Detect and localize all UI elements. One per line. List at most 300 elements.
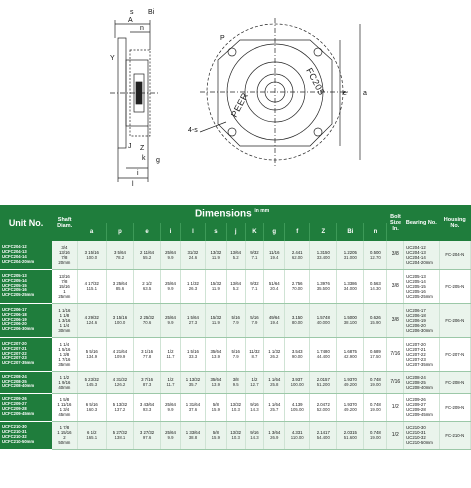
header-col-j: j (226, 223, 245, 241)
model-marking: FC205 (304, 66, 327, 97)
value-mm: 55.2 (142, 254, 152, 260)
value-mm: 12.7 (250, 382, 259, 387)
dimension-k (245, 421, 264, 449)
dimension-z (310, 269, 337, 303)
dimension-g (264, 303, 285, 337)
dimension-j (226, 337, 245, 371)
dimension-g (264, 337, 285, 371)
value-mm: 9.9 (167, 286, 174, 291)
dimension-k (245, 337, 264, 371)
value-inch: 3/8 (232, 377, 239, 382)
bearing-numbers (404, 241, 439, 269)
unit-number: UCFC208-24 (2, 373, 27, 379)
dimension-i (161, 241, 181, 269)
value-inch: 0.563 (370, 281, 381, 286)
value-mm: 35.7 (188, 382, 198, 387)
dimension-k (245, 269, 264, 303)
value-mm: 12.70 (370, 254, 381, 260)
value-mm: 100.00 (290, 382, 304, 387)
value-inch: 35/64 (210, 377, 222, 382)
value-inch: 0.689 (370, 349, 381, 354)
bearing-number: UC206-18 (406, 312, 426, 318)
value-mm: 9.9 (167, 320, 174, 325)
dimension-i (161, 393, 181, 421)
dimension-e (133, 269, 160, 303)
side-insert (136, 82, 142, 104)
dimension-s (205, 421, 226, 449)
value-mm: 10.3 (231, 435, 240, 440)
value-mm: 105.00 (290, 407, 304, 412)
table-row (0, 303, 471, 337)
technical-drawing (0, 0, 471, 200)
dimension-l (180, 269, 205, 303)
bearing-numbers (404, 337, 439, 371)
unit-number: UCFC205-25mm (2, 292, 35, 298)
value-mm: 11.9 (211, 286, 220, 291)
bolt-size: 3/8 (387, 303, 404, 337)
unit-numbers (0, 371, 52, 393)
header-col-p: p (106, 223, 133, 241)
header-bearing-no: Bearing No. (404, 205, 439, 241)
leader-4s (200, 122, 226, 132)
dimension-k (245, 241, 264, 269)
dimension-p (106, 421, 133, 449)
value-inch: 1.2205 (343, 249, 357, 255)
shaft-diameters: 3/4 13/16 7/8 20mm (52, 241, 77, 269)
value-mm: 51.200 (316, 382, 330, 387)
value-inch: 1 1/32 (268, 349, 281, 354)
value-mm: 62.00 (291, 254, 303, 260)
shaft-diameters: 1 1/16 1 1/8 1 3/16 1 1/4 30mm (52, 303, 77, 337)
dimension-z (310, 241, 337, 269)
value-mm: 52.000 (316, 407, 330, 412)
value-mm: 126.2 (114, 382, 126, 387)
value-mm: 109.9 (114, 354, 126, 359)
dimension-p (106, 337, 133, 371)
header-housing-no: Housing No. (439, 205, 470, 241)
value-inch: 2.0315 (343, 430, 357, 435)
dimension-l (180, 241, 205, 269)
value-mm: 9.9 (167, 435, 174, 440)
header-col-n: n (364, 223, 387, 241)
value-inch: 5/16 (250, 315, 259, 320)
header-shaft-diam: Shaft Diam. (52, 205, 77, 241)
value-inch: 13/64 (230, 281, 242, 286)
value-mm: 13.9 (211, 354, 221, 359)
bearing-number: UC206-20 (406, 322, 426, 328)
dimension-e (133, 421, 160, 449)
unit-number: UCFC209-28 (2, 406, 27, 411)
value-mm: 15.9 (211, 435, 221, 440)
header-dimensions (77, 205, 387, 223)
value-mm: 87.3 (142, 382, 152, 387)
value-mm: 77.8 (142, 354, 152, 359)
value-inch: 0.500 (370, 249, 381, 255)
bearing-number: UC208-25 (406, 379, 426, 385)
unit-number: UCFC205-14 (2, 277, 27, 283)
bearing-numbers (404, 421, 439, 449)
value-inch: 1.9370 (343, 402, 357, 407)
value-inch: 3 27/32 (139, 430, 155, 435)
value-mm: 15.90 (370, 320, 381, 325)
unit-number: UCFC205-16 (2, 287, 27, 293)
value-mm: 26.9 (270, 435, 279, 440)
value-inch: 3 5/64 (113, 249, 126, 255)
value-inch: 1/2 (167, 349, 174, 354)
unit-number: UCFC208-25 (2, 378, 27, 384)
value-mm: 5.2 (232, 254, 239, 260)
label-i: i (137, 170, 139, 177)
value-inch: 2.756 (291, 281, 303, 286)
value-inch: 1.6875 (343, 349, 357, 354)
value-inch: 0.748 (370, 402, 381, 407)
value-inch: 4 21/64 (112, 349, 128, 354)
dimension-l (180, 393, 205, 421)
bearing-number: UC209-26 (406, 397, 426, 402)
value-inch: 3 7/16 (141, 377, 154, 382)
value-inch: 5 23/32 (84, 377, 99, 382)
bearing-number: UC207-20 (406, 341, 426, 347)
value-mm: 7.1 (251, 286, 258, 291)
unit-number: UCFC206-19 (2, 316, 27, 322)
value-mm: 93.3 (142, 407, 152, 412)
dimension-j (226, 393, 245, 421)
value-inch: 11/16 (269, 249, 280, 255)
bearing-number: UC210-30 (406, 425, 426, 430)
value-inch: 3 15/16 (84, 249, 99, 255)
header-bolt-size: Bolt Size In. (387, 205, 404, 241)
dimension-e (133, 241, 160, 269)
value-mm: 33.3 (188, 354, 198, 359)
shaft-diameters: 1 1/4 1 5/16 1 3/8 1 7/16 35mm (52, 337, 77, 371)
value-inch: 1.3976 (316, 281, 330, 286)
value-mm: 20.4 (270, 286, 279, 291)
dimension-f (285, 371, 310, 393)
value-inch: 1 31/64 (185, 402, 201, 407)
dimension-g (264, 421, 285, 449)
dimension-bi (337, 241, 364, 269)
value-inch: 1 3/64 (268, 430, 281, 435)
dimension-k (245, 303, 264, 337)
value-mm: 14.3 (250, 435, 259, 440)
value-mm: 37.6 (188, 407, 198, 412)
value-mm: 110.00 (290, 435, 304, 440)
value-inch: 3.150 (291, 315, 303, 320)
dimension-s (205, 241, 226, 269)
dimension-e (133, 337, 160, 371)
unit-number: UCFC206-30mm (2, 326, 35, 332)
dimension-p (106, 269, 133, 303)
value-mm: 10.3 (231, 407, 240, 412)
value-mm: 7.9 (251, 320, 258, 325)
label-k: k (142, 155, 146, 162)
dimension-n (364, 241, 387, 269)
header-col-z: Z (310, 223, 337, 241)
value-inch: 1.3150 (316, 249, 330, 255)
value-mm: 49.200 (343, 382, 357, 387)
value-mm: 14.3 (250, 407, 259, 412)
dimension-z (310, 371, 337, 393)
dimension-a (77, 241, 106, 269)
unit-number: UCFC205-15 (2, 282, 27, 288)
dimension-s (205, 269, 226, 303)
table-row (0, 269, 471, 303)
label-n: n (140, 25, 144, 32)
bearing-number: UC205-13 (406, 273, 426, 279)
dimension-l (180, 337, 205, 371)
value-mm: 44.400 (316, 354, 330, 359)
bearing-number: UC204-12 (406, 244, 426, 250)
dimension-bi (337, 303, 364, 337)
bolt-size: 7/16 (387, 337, 404, 371)
unit-number: UCFC210-50mm (2, 438, 35, 444)
value-mm: 9.5 (232, 382, 239, 387)
bearing-number: UC205-16 (406, 288, 426, 294)
bearing-number: UC209-28 (406, 407, 426, 412)
value-mm: 138.1 (114, 435, 126, 440)
bearing-number: UC207-21 (406, 346, 426, 352)
unit-number: UCFC205-13 (2, 273, 27, 278)
header-unit-no: Unit No. (0, 205, 52, 241)
label-j: J (128, 143, 132, 150)
unit-numbers (0, 393, 52, 421)
value-mm: 19.00 (370, 407, 381, 412)
shaft-diameters: 1 1/2 1 9/16 40mm (52, 371, 77, 393)
housing-number: FC-207-N (439, 337, 470, 371)
value-inch: 1 33/64 (185, 430, 201, 435)
bearing-numbers (404, 269, 439, 303)
value-inch: 9/16 (250, 430, 259, 435)
header-col-e: e (133, 223, 160, 241)
unit-number: UCFC209-27 (2, 401, 27, 407)
value-mm: 78.2 (115, 254, 125, 260)
value-mm: 19.4 (270, 320, 279, 325)
dimension-s (205, 337, 226, 371)
dimension-j (226, 269, 245, 303)
value-mm: 31.000 (343, 254, 357, 260)
bearing-number: UC204-13 (406, 249, 426, 255)
unit-number: UCFC206-18 (2, 311, 27, 317)
value-inch: 3 25/64 (112, 281, 128, 286)
bolt-size: 3/8 (387, 241, 404, 269)
label-A: A (128, 17, 133, 24)
value-inch: 0.626 (370, 315, 381, 320)
dimension-p (106, 241, 133, 269)
value-mm: 85.6 (115, 286, 125, 291)
unit-numbers (0, 337, 52, 371)
value-inch: 25/64 (165, 249, 176, 255)
bearing-numbers (404, 393, 439, 421)
value-inch: 4 17/32 (84, 281, 99, 286)
bearing-number: UC206-17 (406, 307, 426, 313)
value-inch: 1/2 (167, 377, 174, 382)
dimension-s (205, 371, 226, 393)
value-inch: 6 1/2 (86, 430, 97, 435)
value-mm: 115.1 (86, 286, 97, 291)
value-inch: 25/64 (165, 402, 176, 407)
header-band-row (0, 205, 471, 223)
dimension-l (180, 371, 205, 393)
dimension-a (77, 371, 106, 393)
dimension-n (364, 303, 387, 337)
shaft-diameters: 13/16 7/8 15/16 1 25mm (52, 269, 77, 303)
dimension-z (310, 337, 337, 371)
value-inch: 1 1/32 (186, 281, 199, 286)
dimension-e (133, 371, 160, 393)
label-bi: Bi (148, 9, 155, 16)
value-inch: 51/64 (268, 281, 280, 286)
dimension-bi (337, 269, 364, 303)
dimension-z (310, 393, 337, 421)
value-mm: 19.4 (270, 254, 279, 260)
value-inch: 11/32 (249, 349, 260, 354)
unit-number: UCFC204-14 (2, 253, 27, 259)
value-inch: 2.441 (291, 249, 303, 255)
bearing-number: UC209-27 (406, 402, 426, 407)
dimension-g (264, 269, 285, 303)
value-mm: 17.50 (370, 354, 381, 359)
table-row (0, 337, 471, 371)
unit-numbers (0, 241, 52, 269)
value-mm: 49.200 (343, 407, 357, 412)
unit-number: UCFC204-13 (2, 248, 27, 254)
bolt-size: 1/2 (387, 393, 404, 421)
value-mm: 165.1 (86, 435, 98, 440)
value-inch: 5/16 (231, 315, 240, 320)
bearing-number: UC208-40mm (406, 384, 433, 390)
value-inch: 4 31/32 (112, 377, 128, 382)
value-inch: 4.331 (291, 430, 303, 435)
table-row (0, 393, 471, 421)
value-mm: 19.00 (370, 382, 381, 387)
value-mm: 63.5 (142, 286, 152, 291)
unit-number: UCFC209-45mm (2, 410, 35, 416)
label-s: s (130, 9, 134, 16)
value-mm: 134.9 (86, 354, 98, 359)
dimension-f (285, 241, 310, 269)
bearing-number: UC207-22 (406, 351, 426, 357)
unit-number: UCFC207-23 (2, 355, 27, 361)
dimension-a (77, 421, 106, 449)
value-mm: 34.000 (343, 286, 357, 291)
housing-number: FC-209-N (439, 393, 470, 421)
value-inch: 6 5/16 (85, 402, 98, 407)
dimension-f (285, 421, 310, 449)
bolt-hole-3 (228, 128, 236, 136)
bearing-number: UC210-50mm (406, 440, 433, 445)
header-col-f: f (285, 223, 310, 241)
dimension-z (310, 303, 337, 337)
unit-number: UCFC207-20 (2, 341, 27, 346)
bolt-size: 3/8 (387, 269, 404, 303)
header-col-g: g (264, 223, 285, 241)
bearing-number: UC209-45mm (406, 412, 433, 417)
value-inch: 9/16 (250, 402, 259, 407)
bearing-number: UC207-23 (406, 356, 426, 362)
value-inch: 35/64 (210, 349, 222, 354)
dimension-i (161, 269, 181, 303)
housing-number: FC-206-N (439, 303, 470, 337)
dimension-i (161, 371, 181, 393)
dimension-f (285, 393, 310, 421)
value-inch: 2.0157 (316, 377, 330, 382)
dimension-bi (337, 371, 364, 393)
value-mm: 35.500 (316, 286, 330, 291)
housing-number: FC-204-N (439, 241, 470, 269)
housing-number: FC-205-N (439, 269, 470, 303)
bearing-numbers (404, 303, 439, 337)
unit-numbers (0, 303, 52, 337)
value-mm: 80.00 (291, 320, 303, 325)
value-inch: 1 13/32 (185, 377, 201, 382)
value-mm: 54.400 (316, 435, 330, 440)
dimension-bi (337, 337, 364, 371)
value-inch: 9/32 (250, 249, 259, 255)
value-mm: 137.2 (114, 407, 126, 412)
bearing-number: UC207-35mm (406, 361, 433, 367)
dimension-n (364, 421, 387, 449)
bearing-number: UC210-32 (406, 435, 426, 440)
dimension-k (245, 393, 264, 421)
value-inch: 13/32 (230, 430, 242, 435)
dimension-k (245, 371, 264, 393)
value-inch: 31/32 (187, 249, 199, 255)
value-mm: 90.00 (291, 354, 303, 359)
housing-number: FC-210-N (439, 421, 470, 449)
value-inch: 3.937 (291, 377, 303, 382)
header-col-i: i (161, 223, 181, 241)
value-inch: 3 43/64 (139, 402, 155, 407)
dimension-i (161, 303, 181, 337)
dimension-f (285, 269, 310, 303)
header-col-l: l (180, 223, 205, 241)
dimension-l (180, 421, 205, 449)
value-mm: 13.9 (211, 382, 221, 387)
dimension-n (364, 371, 387, 393)
dimension-f (285, 303, 310, 337)
dimension-table (0, 205, 471, 450)
label-4s: 4-s (188, 127, 198, 134)
bolt-hole-1 (228, 48, 236, 56)
unit-number: UCFC207-21 (2, 345, 27, 351)
value-inch: 0.748 (370, 377, 381, 382)
label-a: a (363, 90, 367, 97)
value-inch: 1/2 (251, 377, 258, 382)
value-inch: 5/16 (231, 349, 240, 354)
value-inch: 13/32 (230, 402, 242, 407)
value-mm: 11.9 (211, 320, 220, 325)
unit-number: UCFC204-12 (2, 244, 27, 250)
shaft-diameters: 1 5/8 1 11/16 1 3/4 45mm (52, 393, 77, 421)
value-inch: 2 25/32 (139, 315, 155, 320)
bearing-number: UC206-19 (406, 317, 426, 323)
label-p: P (220, 35, 225, 42)
dimension-p (106, 303, 133, 337)
value-inch: 2.0472 (316, 402, 330, 407)
unit-numbers (0, 269, 52, 303)
value-inch: 15/32 (210, 315, 222, 320)
unit-number: UCFC206-17 (2, 307, 27, 312)
unit-numbers (0, 421, 52, 449)
dimension-a (77, 337, 106, 371)
value-mm: 42.900 (343, 354, 357, 359)
value-mm: 7.9 (232, 354, 239, 359)
value-inch: 5/8 (212, 430, 219, 435)
value-mm: 38.100 (343, 320, 357, 325)
value-mm: 9.9 (167, 254, 174, 260)
dimensions-unit: in mm (254, 208, 270, 215)
dimension-g (264, 241, 285, 269)
